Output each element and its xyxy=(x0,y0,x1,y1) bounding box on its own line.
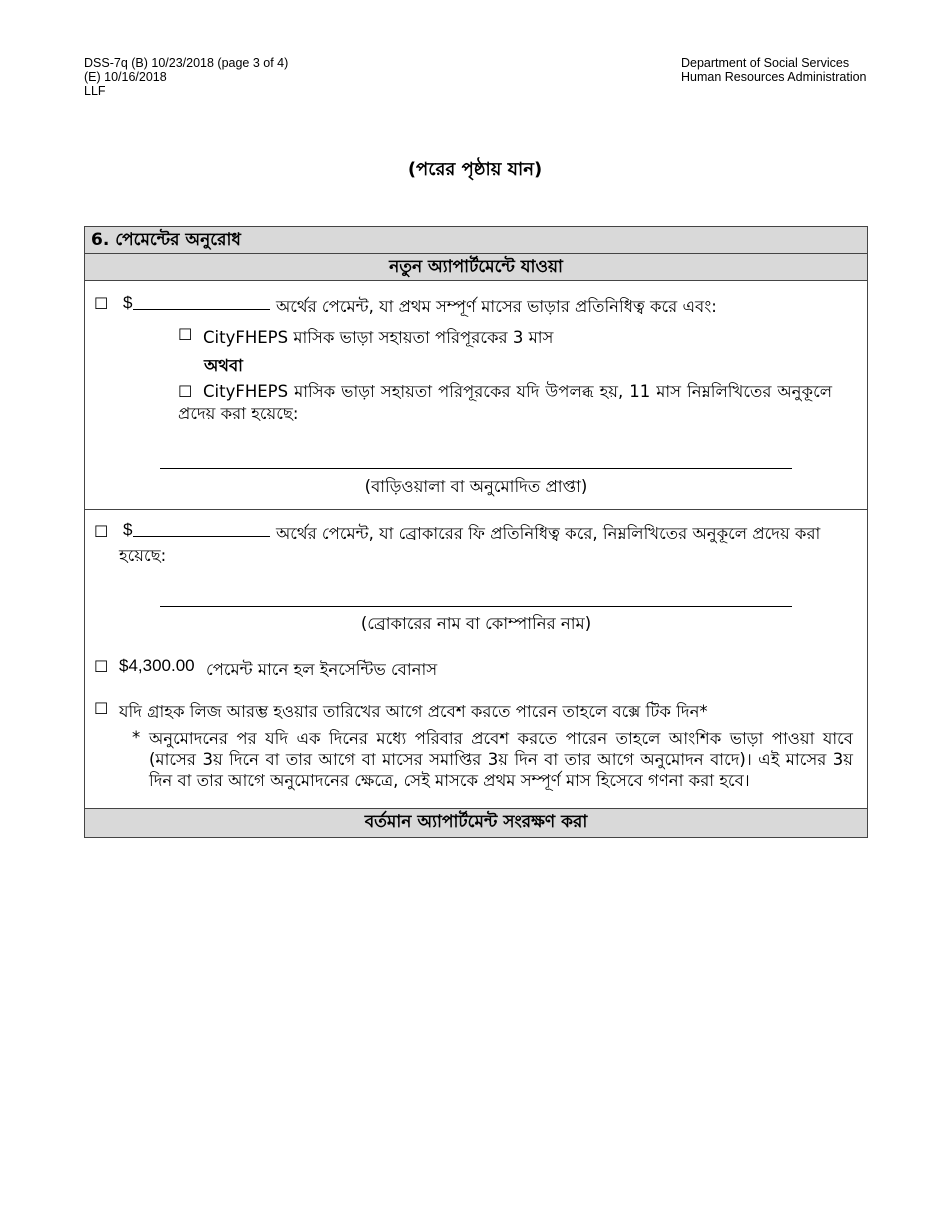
or-text: অথবা xyxy=(204,356,243,375)
section-title: 6. পেমেন্টের অনুরোধ xyxy=(85,227,867,254)
continued-notice: (পরের পৃষ্ঠায় যান) xyxy=(407,159,543,180)
option-3-months-text: CityFHEPS মাসিক ভাড়া সহায়তা পরিপূরকের 3 মাস xyxy=(203,328,554,347)
payment-request-section xyxy=(84,226,868,838)
early-move-in-checkbox[interactable]: ☐ xyxy=(94,699,109,718)
broker-fee-checkbox[interactable]: ☐ xyxy=(94,522,109,541)
broker-dollar-sign: $ xyxy=(123,520,133,539)
broker-name-line[interactable] xyxy=(160,606,792,607)
broker-caption: (ব্রোকারের নাম বা কোম্পানির নাম) xyxy=(360,614,592,633)
form-llf: LLF xyxy=(84,84,106,98)
bonus-amount: $4,300.00 xyxy=(119,656,195,675)
option-11-months-checkbox[interactable]: ☐ xyxy=(178,382,193,401)
footnote-star: * xyxy=(132,728,141,747)
rent-dollar-sign: $ xyxy=(123,293,133,312)
bonus-text: পেমেন্ট মানে হল ইনসেন্টিভ বোনাস xyxy=(206,660,438,679)
landlord-caption: (বাড়িওয়ালা বা অনুমোদিত প্রাপ্তা) xyxy=(364,477,588,496)
department-name: Department of Social Services xyxy=(681,56,850,70)
form-header-left xyxy=(84,56,288,98)
administration-name: Human Resources Administration xyxy=(681,70,867,84)
form-header-right xyxy=(681,56,867,84)
broker-amount-field[interactable] xyxy=(133,521,270,537)
landlord-signature-line[interactable] xyxy=(160,468,792,469)
option-11-months-text: CityFHEPS মাসিক ভাড়া সহায়তা পরিপূরকের যদি উপলব্ধ হয়, 11 মাস নিম্নলিখিতের অনুকূলে প্রদেয় করা হয়েছে: xyxy=(178,382,832,423)
broker-fee-block xyxy=(85,510,867,809)
rent-payment-text: অর্থের পেমেন্ট, যা প্রথম সম্পূর্ণ মাসের ভাড়ার প্রতিনিধিত্ব করে এবং: xyxy=(276,297,717,316)
form-english-date: (E) 10/16/2018 xyxy=(84,70,167,84)
form-id: DSS-7q (B) 10/23/2018 (page 3 of 4) xyxy=(84,56,289,70)
broker-fee-text-line2: হয়েছে: xyxy=(119,546,167,565)
footnote-text: অনুমোদনের পর যদি এক দিনের মধ্যে পরিবার প্রবেশ করতে পারেন তাহলে আংশিক ভাড়া পাওয়া যাবে (মাসের 3য় দিনে বা তার আগে বা মাসের সমাপ্তির 3য় দিন বা তার আগে অনুমোদন বাদে)। এই মাসের 3য় দিন বা তার আগে অনুমোদনের ক্ষেত্রে, সেই মাসকে প্রথম সম্পূর্ণ মাস হিসেবে গণনা করা হবে। xyxy=(149,729,853,790)
preserve-apartment-header: বর্তমান অ্যাপার্টমেন্ট সংরক্ষণ করা xyxy=(85,809,867,837)
option-3-months-checkbox[interactable]: ☐ xyxy=(178,325,193,344)
bonus-checkbox[interactable]: ☐ xyxy=(94,657,109,676)
rent-amount-field[interactable] xyxy=(133,294,270,310)
broker-fee-text-line1: অর্থের পেমেন্ট, যা ব্রোকারের ফি প্রতিনিধিত্ব করে, নিম্নলিখিতের অনুকূলে প্রদেয় করা xyxy=(276,524,821,543)
rent-payment-checkbox[interactable]: ☐ xyxy=(94,294,109,313)
early-move-in-text: যদি গ্রাহক লিজ আরম্ভ হওয়ার তারিখের আগে প্রবেশ করতে পারেন তাহলে বক্সে টিক দিন* xyxy=(119,702,708,721)
first-rent-payment-block xyxy=(85,281,867,510)
moving-header: নতুন অ্যাপার্টমেন্টে যাওয়া xyxy=(85,254,867,281)
